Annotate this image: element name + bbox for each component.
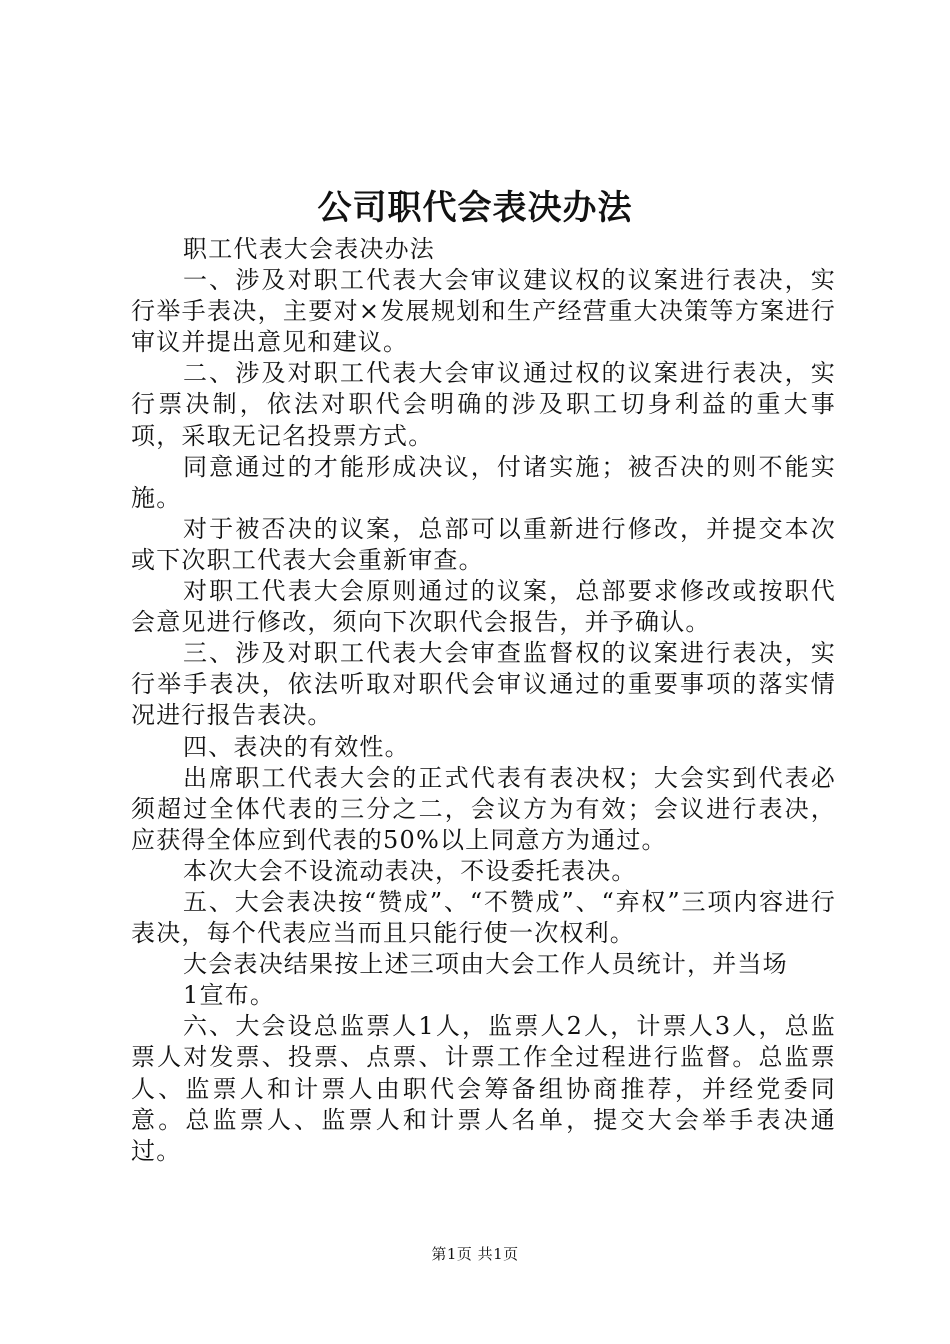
document-body bbox=[131, 234, 836, 1167]
paragraph-section-1: 一、涉及对职工代表大会审议建议权的议案进行表决，实行举手表决，主要对×发展规划和生产经营重大决策等方案进行审议并提出意见和建议。 bbox=[131, 266, 836, 357]
paragraph-principle: 对职工代表大会原则通过的议案，总部要求修改或按职代会意见进行修改，须向下次职代会报告，并予确认。 bbox=[131, 577, 836, 637]
document-title: 公司职代会表决办法 bbox=[317, 188, 633, 228]
paragraph-section-4: 四、表决的有效性。 bbox=[183, 732, 410, 761]
paragraph-section-6: 六、大会设总监票人1人，监票人2人，计票人3人，总监票人对发票、投票、点票、计票工作全过程进行监督。总监票人、监票人和计票人由职代会筹备组协商推荐，并经党委同意。总监票人、监票人和计票人名单，提交大会举手表决通过。 bbox=[131, 1012, 836, 1165]
page-footer: 第1页 共1页 bbox=[431, 1245, 519, 1263]
paragraph-announce: 1宣布。 bbox=[183, 981, 276, 1010]
paragraph-validity: 出席职工代表大会的正式代表有表决权；大会实到代表必须超过全体代表的三分之二，会议方为有效；会议进行表决，应获得全体应到代表的50%以上同意方为通过。 bbox=[131, 763, 836, 854]
paragraph-section-2: 二、涉及对职工代表大会审议通过权的议案进行表决，实行票决制，依法对职代会明确的涉及职工切身利益的重大事项，采取无记名投票方式。 bbox=[131, 359, 836, 450]
paragraph-section-5: 五、大会表决按“赞成”、“不赞成”、“弃权”三项内容进行表决，每个代表应当而且只能行使一次权利。 bbox=[131, 887, 836, 948]
paragraph-no-proxy: 本次大会不设流动表决，不设委托表决。 bbox=[183, 856, 637, 885]
paragraph-approval: 同意通过的才能形成决议，付诸实施；被否决的则不能实施。 bbox=[131, 452, 836, 512]
paragraph-section-3: 三、涉及对职工代表大会审查监督权的议案进行表决，实行举手表决，依法听取对职代会审议通过的重要事项的落实情况进行报告表决。 bbox=[131, 639, 836, 730]
paragraph-rejected: 对于被否决的议案，总部可以重新进行修改，并提交本次或下次职工代表大会重新审查。 bbox=[131, 514, 836, 574]
paragraph-result-count: 大会表决结果按上述三项由大会工作人员统计，并当场 bbox=[183, 950, 788, 979]
paragraph-heading: 职工代表大会表决办法 bbox=[183, 235, 435, 263]
